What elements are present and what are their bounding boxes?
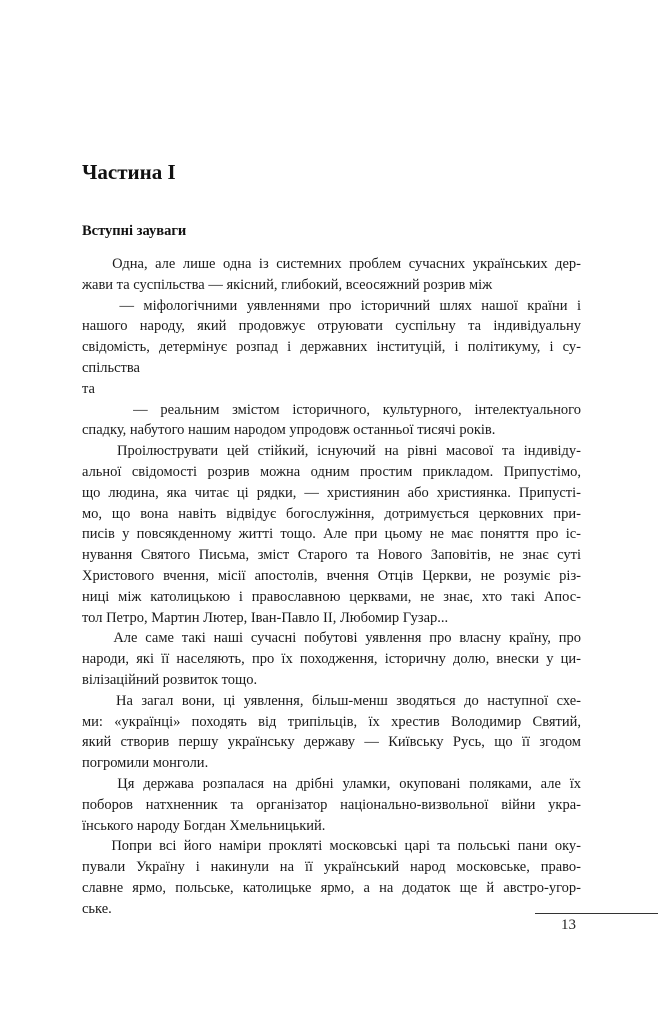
text-line: поборов натхненник та організатор національно-визвольної війни укра- [82,796,581,813]
text-line: ми: «українці» походять від трипільців, їх хрестив Володимир Святий, [82,713,581,730]
text-line: їнського народу Богдан Хмельницький. [82,817,326,834]
text-line: Ця держава розпалася на дрібні уламки, окуповані поляками, але їх [82,775,581,792]
text-line: та [82,380,95,397]
text-line: спільства [82,359,140,376]
text-line: вілізаційний розвиток тощо. [82,671,258,688]
text-line: Христового вчення, місії апостолів, вчення Отців Церкви, не розуміє різ- [82,567,581,584]
text-line: славне ярмо, польське, католицьке ярмо, а на додаток ще й австро-угор- [82,879,581,896]
text-line: свідомість, детермінує розпад і державних інституцій, і політикуму, і су- [82,339,581,356]
text-line: спадку, набутого нашим народом упродовж останньої тисячі років. [82,422,496,439]
text-line: Попри всі його наміри прокляті московські царі та польські пани оку- [82,838,581,855]
page-number: 13 [561,917,576,933]
footer-rule [535,913,658,914]
text-line: Але саме такі наші сучасні побутові уявлення про власну країну, про [82,630,581,647]
text-line: нування Святого Письма, зміст Старого та Нового Заповітів, не знає суті [82,547,581,564]
text-line: народи, які її населяють, про їх походження, історичну долю, внески у ци- [82,651,581,668]
text-line: який створив першу українську державу — Київську Русь, що її згодом [82,734,581,751]
text-line: На загал вони, ці уявлення, більш-менш зводяться до наступної схе- [82,692,581,709]
text-line: жави та суспільства — якісний, глибокий, всеосяжний розрив між [82,276,493,293]
text-line: пували Україну і накинули на її український народ московське, право- [82,859,581,876]
text-line: — міфологічними уявленнями про історичний шлях нашої країни і [82,297,581,314]
part-title: Частина I [82,160,176,184]
text-line: мо, що вона навіть відвідує богослужіння, дотримується церковних при- [82,505,581,522]
text-line: Проілюструвати цей стійкий, існуючий на рівні масової та індивіду- [82,443,581,460]
text-line: Одна, але лише одна із системних проблем сучасних українських дер- [82,256,581,272]
text-line: альної свідомості розрив можна одним простим прикладом. Припустімо, [82,463,581,480]
body-text [82,254,581,920]
text-line: ниці між католицькою і православною церквами, не знає, хто такі Апос- [82,588,581,605]
text-line: — реальним змістом історичного, культурного, інтелектуального [82,401,581,418]
text-line: нашого народу, який продовжує отруювати суспільну та індивідуальну [82,318,581,335]
section-title: Вступні зауваги [82,223,187,239]
text-line: погромили монголи. [82,755,209,772]
text-line: тол Петро, Мартин Лютер, Іван-Павло II, Любомир Гузар... [82,609,449,626]
text-line: ське. [82,900,112,917]
text-line: що людина, яка читає ці рядки, — християнин або християнка. Припусті- [82,484,581,501]
text-line: писів у повсякденному житті тощо. Але при цьому не має поняття про іс- [82,526,581,543]
